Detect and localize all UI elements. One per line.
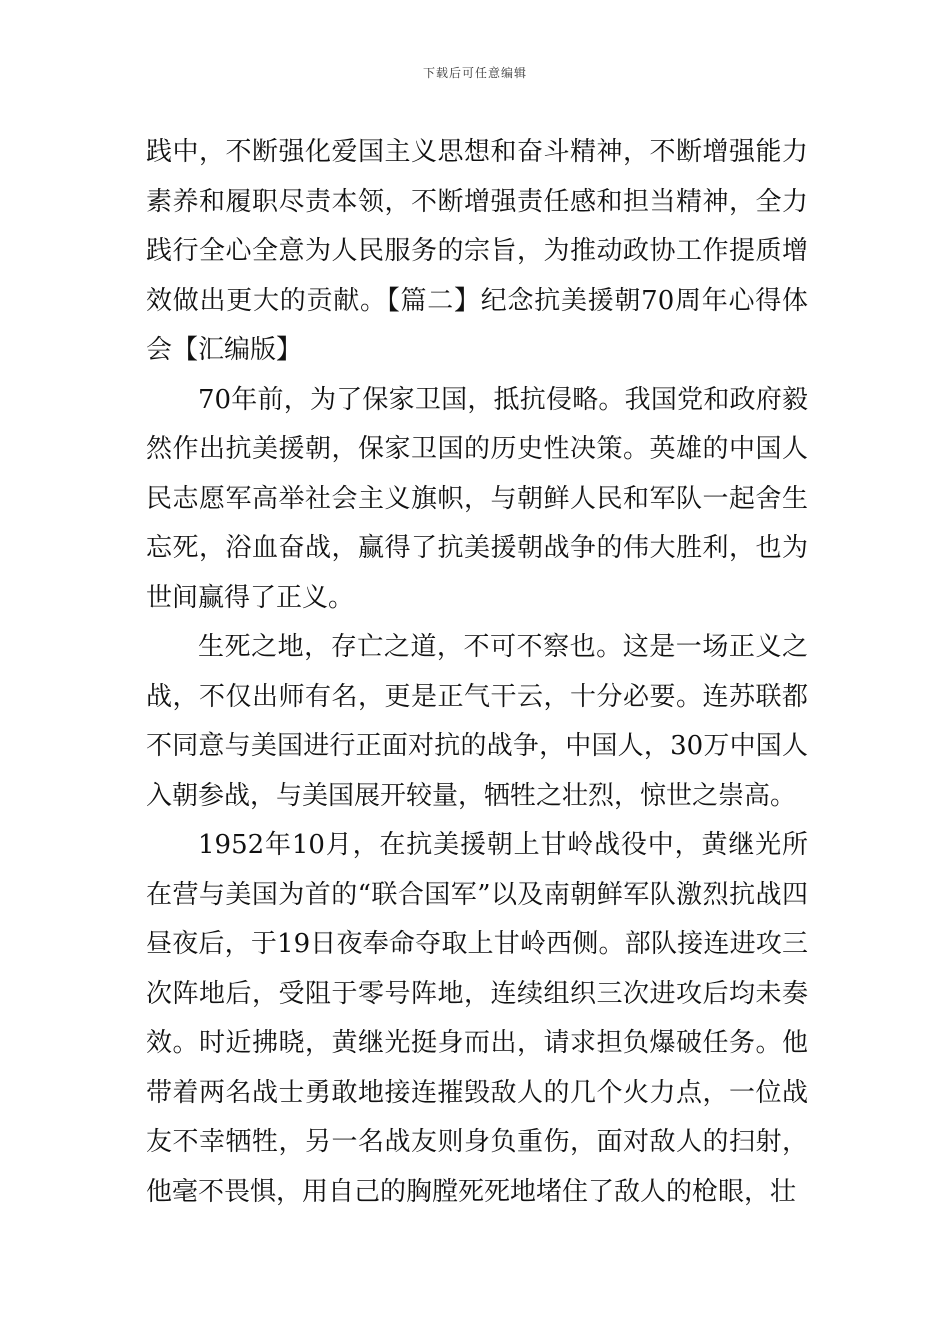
paragraph-3: 生死之地，存亡之道，不可不察也。这是一场正义之战，不仅出师有名，更是正气干云，十分必要。连苏联都不同意与美国进行正面对抗的战争，中国人，30万中国人入朝参战，与美国展开较量，牺牲之壮烈，惊世之崇高。 <box>146 632 808 811</box>
paragraph-1: 践中，不断强化爱国主义思想和奋斗精神，不断增强能力素养和履职尽责本领，不断增强责任感和担当精神，全力践行全心全意为人民服务的宗旨，为推动政协工作提质增效做出更大的贡献。【篇二】纪念抗美援朝70周年心得体会【汇编版】 <box>146 137 808 365</box>
page-header: 下载后可任意编辑 <box>422 66 527 80</box>
paragraph-4: 1952年10月，在抗美援朝上甘岭战役中，黄继光所在营与美国为首的“联合国军”以及南朝鲜军队激烈抗战四昼夜后，于19日夜奉命夺取上甘岭西侧。部队接连进攻三次阵地后，受阻于零号阵地，连续组织三次进攻后均未奏效。时近拂晓，黄继光挺身而出，请求担负爆破任务。他带着两名战士勇敢地接连摧毁敌人的几个火力点，一位战友不幸牺牲，另一名战友则身负重伤，面对敌人的扫射，他毫不畏惧，用自己的胸膛死死地堵住了敌人的枪眼，壮 <box>146 830 808 1207</box>
paragraph-2: 70年前，为了保家卫国，抵抗侵略。我国党和政府毅然作出抗美援朝，保家卫国的历史性决策。英雄的中国人民志愿军高举社会主义旗帜，与朝鲜人民和军队一起舍生忘死，浴血奋战，赢得了抗美援朝战争的伟大胜利，也为世间赢得了正义。 <box>146 384 808 613</box>
document-body <box>146 128 808 1217</box>
